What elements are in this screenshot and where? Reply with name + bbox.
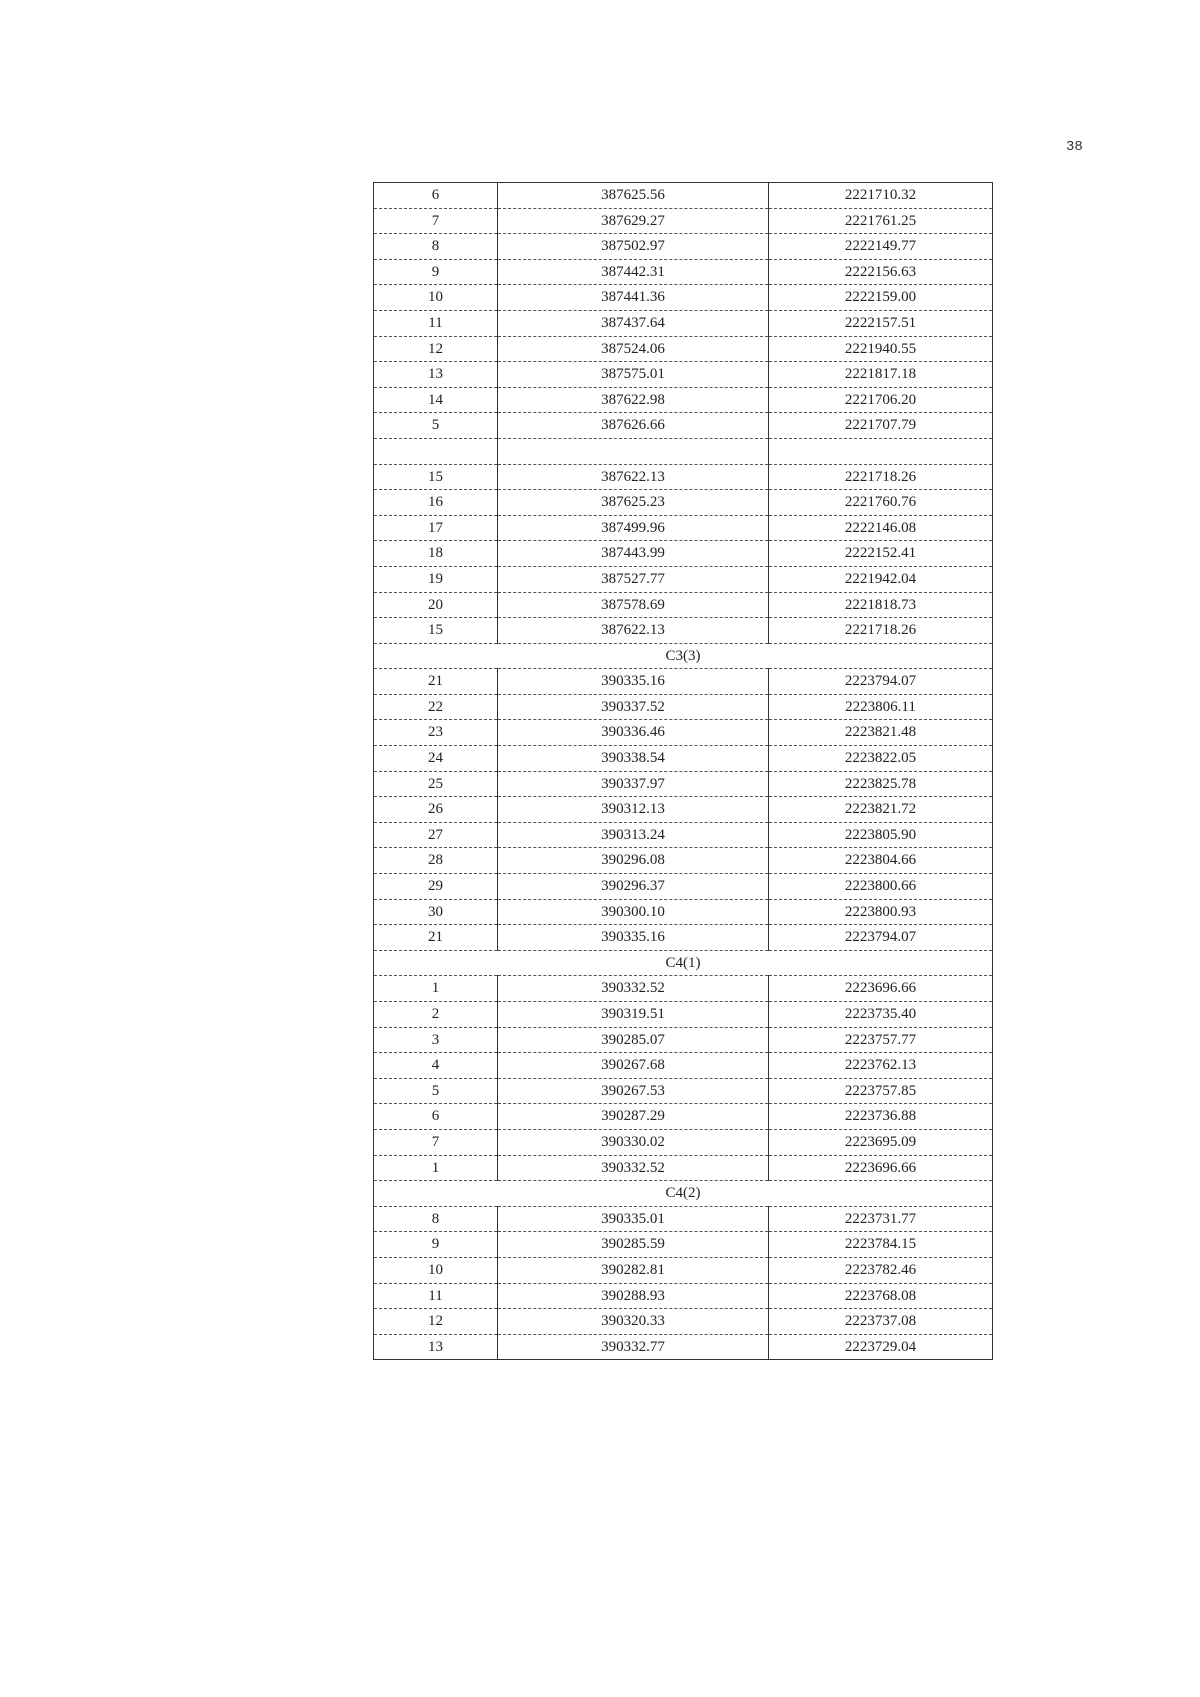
table-row [374, 413, 993, 439]
table-row [374, 336, 993, 362]
point-number-cell: 1 [374, 1155, 498, 1181]
y-coordinate-cell: 2223768.08 [769, 1283, 993, 1309]
table-row [374, 669, 993, 695]
y-coordinate-cell: 2223821.48 [769, 720, 993, 746]
x-coordinate-cell: 390288.93 [498, 1283, 769, 1309]
y-coordinate-cell: 2222149.77 [769, 234, 993, 260]
point-number-cell: 8 [374, 1206, 498, 1232]
point-number-cell: 24 [374, 746, 498, 772]
table-row [374, 1309, 993, 1335]
point-number-cell: 5 [374, 413, 498, 439]
y-coordinate-cell: 2222157.51 [769, 310, 993, 336]
point-number-cell: 3 [374, 1027, 498, 1053]
point-number-cell: 27 [374, 822, 498, 848]
y-coordinate-cell: 2222159.00 [769, 285, 993, 311]
x-coordinate-cell: 387527.77 [498, 566, 769, 592]
table-row [374, 925, 993, 951]
table-row [374, 1078, 993, 1104]
x-coordinate-cell: 387502.97 [498, 234, 769, 260]
y-coordinate-cell: 2223735.40 [769, 1002, 993, 1028]
x-coordinate-cell: 390267.68 [498, 1053, 769, 1079]
section-header-row [374, 1181, 993, 1207]
table-row [374, 310, 993, 336]
table-row [374, 848, 993, 874]
y-coordinate-cell [769, 438, 993, 464]
x-coordinate-cell: 390332.52 [498, 976, 769, 1002]
y-coordinate-cell: 2223737.08 [769, 1309, 993, 1335]
section-label: C4(2) [374, 1181, 993, 1207]
point-number-cell: 8 [374, 234, 498, 260]
y-coordinate-cell: 2223822.05 [769, 746, 993, 772]
y-coordinate-cell: 2223731.77 [769, 1206, 993, 1232]
y-coordinate-cell: 2223800.93 [769, 899, 993, 925]
y-coordinate-cell: 2221761.25 [769, 208, 993, 234]
x-coordinate-cell: 387622.13 [498, 464, 769, 490]
table-row [374, 976, 993, 1002]
y-coordinate-cell: 2221940.55 [769, 336, 993, 362]
y-coordinate-cell: 2222146.08 [769, 515, 993, 541]
table-row [374, 746, 993, 772]
table-row [374, 566, 993, 592]
y-coordinate-cell: 2223800.66 [769, 874, 993, 900]
point-number-cell: 9 [374, 1232, 498, 1258]
section-header-row [374, 950, 993, 976]
x-coordinate-cell: 390267.53 [498, 1078, 769, 1104]
table-row [374, 362, 993, 388]
point-number-cell: 13 [374, 362, 498, 388]
point-number-cell: 13 [374, 1334, 498, 1360]
point-number-cell: 17 [374, 515, 498, 541]
y-coordinate-cell: 2223806.11 [769, 694, 993, 720]
y-coordinate-cell: 2223736.88 [769, 1104, 993, 1130]
table-row [374, 1283, 993, 1309]
x-coordinate-cell: 390319.51 [498, 1002, 769, 1028]
point-number-cell: 11 [374, 1283, 498, 1309]
point-number-cell: 19 [374, 566, 498, 592]
point-number-cell: 7 [374, 208, 498, 234]
y-coordinate-cell: 2223696.66 [769, 976, 993, 1002]
x-coordinate-cell: 390313.24 [498, 822, 769, 848]
x-coordinate-cell: 390337.52 [498, 694, 769, 720]
y-coordinate-cell: 2223696.66 [769, 1155, 993, 1181]
x-coordinate-cell: 390296.08 [498, 848, 769, 874]
x-coordinate-cell: 387441.36 [498, 285, 769, 311]
x-coordinate-cell: 390300.10 [498, 899, 769, 925]
y-coordinate-cell: 2223757.85 [769, 1078, 993, 1104]
x-coordinate-cell: 387437.64 [498, 310, 769, 336]
point-number-cell: 1 [374, 976, 498, 1002]
table-row [374, 1257, 993, 1283]
table-row [374, 1129, 993, 1155]
point-number-cell: 26 [374, 797, 498, 823]
x-coordinate-cell: 390332.77 [498, 1334, 769, 1360]
point-number-cell: 14 [374, 387, 498, 413]
page-number: 38 [1066, 139, 1083, 155]
table-row [374, 1104, 993, 1130]
x-coordinate-cell: 390285.07 [498, 1027, 769, 1053]
x-coordinate-cell: 387625.56 [498, 183, 769, 209]
y-coordinate-cell: 2223757.77 [769, 1027, 993, 1053]
point-number-cell: 15 [374, 464, 498, 490]
y-coordinate-cell: 2221718.26 [769, 464, 993, 490]
table-row [374, 541, 993, 567]
table-row [374, 694, 993, 720]
table-row [374, 387, 993, 413]
x-coordinate-cell: 387625.23 [498, 490, 769, 516]
y-coordinate-cell: 2223805.90 [769, 822, 993, 848]
x-coordinate-cell: 390336.46 [498, 720, 769, 746]
table-row [374, 183, 993, 209]
y-coordinate-cell: 2221760.76 [769, 490, 993, 516]
point-number-cell: 6 [374, 1104, 498, 1130]
x-coordinate-cell: 390330.02 [498, 1129, 769, 1155]
table-row [374, 259, 993, 285]
x-coordinate-cell: 390335.16 [498, 925, 769, 951]
y-coordinate-cell: 2223695.09 [769, 1129, 993, 1155]
x-coordinate-cell: 387629.27 [498, 208, 769, 234]
x-coordinate-cell: 390335.01 [498, 1206, 769, 1232]
y-coordinate-cell: 2223804.66 [769, 848, 993, 874]
point-number-cell: 23 [374, 720, 498, 746]
point-number-cell: 11 [374, 310, 498, 336]
point-number-cell: 21 [374, 925, 498, 951]
table-row [374, 490, 993, 516]
table-row [374, 1232, 993, 1258]
x-coordinate-cell: 387575.01 [498, 362, 769, 388]
table-row [374, 592, 993, 618]
y-coordinate-cell: 2221706.20 [769, 387, 993, 413]
x-coordinate-cell [498, 438, 769, 464]
y-coordinate-cell: 2223794.07 [769, 669, 993, 695]
point-number-cell: 25 [374, 771, 498, 797]
y-coordinate-cell: 2222152.41 [769, 541, 993, 567]
x-coordinate-cell: 387442.31 [498, 259, 769, 285]
y-coordinate-cell: 2221818.73 [769, 592, 993, 618]
point-number-cell: 5 [374, 1078, 498, 1104]
x-coordinate-cell: 390332.52 [498, 1155, 769, 1181]
table-row [374, 1002, 993, 1028]
point-number-cell: 10 [374, 1257, 498, 1283]
y-coordinate-cell: 2221942.04 [769, 566, 993, 592]
table-row [374, 285, 993, 311]
x-coordinate-cell: 387578.69 [498, 592, 769, 618]
point-number-cell: 2 [374, 1002, 498, 1028]
table-row [374, 208, 993, 234]
x-coordinate-cell: 390312.13 [498, 797, 769, 823]
table-row [374, 720, 993, 746]
x-coordinate-cell: 387622.13 [498, 618, 769, 644]
table-row [374, 822, 993, 848]
point-number-cell: 28 [374, 848, 498, 874]
table-row [374, 515, 993, 541]
y-coordinate-cell: 2221710.32 [769, 183, 993, 209]
point-number-cell: 4 [374, 1053, 498, 1079]
point-number-cell: 9 [374, 259, 498, 285]
table-row [374, 771, 993, 797]
section-label: C3(3) [374, 643, 993, 669]
table-row [374, 1206, 993, 1232]
table-row [374, 1334, 993, 1360]
point-number-cell: 18 [374, 541, 498, 567]
table-row [374, 874, 993, 900]
point-number-cell: 6 [374, 183, 498, 209]
x-coordinate-cell: 387524.06 [498, 336, 769, 362]
point-number-cell: 15 [374, 618, 498, 644]
point-number-cell: 12 [374, 1309, 498, 1335]
x-coordinate-cell: 390282.81 [498, 1257, 769, 1283]
point-number-cell: 20 [374, 592, 498, 618]
x-coordinate-cell: 387622.98 [498, 387, 769, 413]
y-coordinate-cell: 2223784.15 [769, 1232, 993, 1258]
x-coordinate-cell: 387443.99 [498, 541, 769, 567]
y-coordinate-cell: 2223762.13 [769, 1053, 993, 1079]
point-number-cell: 30 [374, 899, 498, 925]
y-coordinate-cell: 2221707.79 [769, 413, 993, 439]
table-row [374, 1053, 993, 1079]
table-row [374, 1155, 993, 1181]
x-coordinate-cell: 390337.97 [498, 771, 769, 797]
x-coordinate-cell: 387499.96 [498, 515, 769, 541]
table-row [374, 618, 993, 644]
table-row [374, 234, 993, 260]
table-row [374, 899, 993, 925]
coordinates-table-body [374, 183, 993, 1360]
table-row [374, 1027, 993, 1053]
table-row [374, 438, 993, 464]
y-coordinate-cell: 2223821.72 [769, 797, 993, 823]
y-coordinate-cell: 2221817.18 [769, 362, 993, 388]
point-number-cell: 29 [374, 874, 498, 900]
point-number-cell: 10 [374, 285, 498, 311]
y-coordinate-cell: 2221718.26 [769, 618, 993, 644]
point-number-cell [374, 438, 498, 464]
y-coordinate-cell: 2223729.04 [769, 1334, 993, 1360]
point-number-cell: 21 [374, 669, 498, 695]
x-coordinate-cell: 390335.16 [498, 669, 769, 695]
y-coordinate-cell: 2223794.07 [769, 925, 993, 951]
x-coordinate-cell: 390287.29 [498, 1104, 769, 1130]
point-number-cell: 16 [374, 490, 498, 516]
y-coordinate-cell: 2223782.46 [769, 1257, 993, 1283]
x-coordinate-cell: 387626.66 [498, 413, 769, 439]
y-coordinate-cell: 2222156.63 [769, 259, 993, 285]
section-header-row [374, 643, 993, 669]
y-coordinate-cell: 2223825.78 [769, 771, 993, 797]
table-row [374, 797, 993, 823]
x-coordinate-cell: 390285.59 [498, 1232, 769, 1258]
point-number-cell: 22 [374, 694, 498, 720]
x-coordinate-cell: 390338.54 [498, 746, 769, 772]
x-coordinate-cell: 390320.33 [498, 1309, 769, 1335]
point-number-cell: 12 [374, 336, 498, 362]
table-row [374, 464, 993, 490]
section-label: C4(1) [374, 950, 993, 976]
coordinates-table [373, 182, 993, 1360]
point-number-cell: 7 [374, 1129, 498, 1155]
x-coordinate-cell: 390296.37 [498, 874, 769, 900]
